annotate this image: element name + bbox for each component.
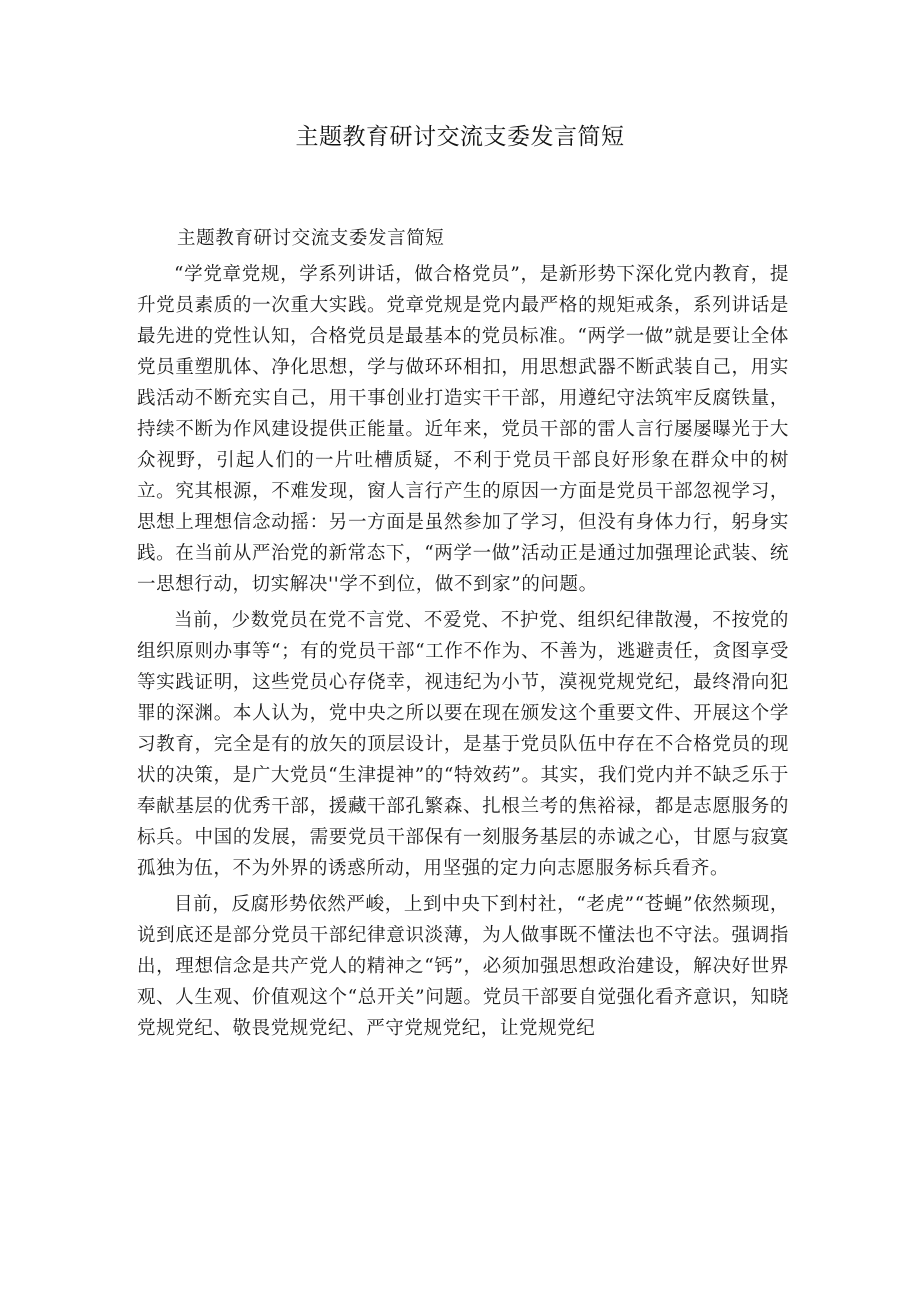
- paragraph: 当前，少数党员在党不言党、不爱党、不护党、组织纪律散漫，不按党的组织原则办事等“；有的党员干部“工作不作为、不善为，逃避责任，贪图享受等实践证明，这些党员心存侥幸，视违纪为小节，漠视党规党纪，最终滑向犯罪的深渊。本人认为，党中央之所以要在现在颁发这个重要文件、开展这个学习教育，完全是有的放矢的顶层设计，是基于党员队伍中存在不合格党员的现状的决策，是广大党员“生津提神”的“特效药”。其实，我们党内并不缺乏乐于奉献基层的优秀干部，援藏干部孔繁森、扎根兰考的焦裕禄，都是志愿服务的标兵。中国的发展，需要党员干部保有一刻服务基层的赤诚之心，甘愿与寂寞孤独为伍，不为外界的诱惑所动，用坚强的定力向志愿服务标兵看齐。: [137, 610, 789, 879]
- document-title: 主题教育研讨交流支委发言简短: [295, 124, 625, 150]
- document-body: [137, 223, 789, 1049]
- document-subtitle: 主题教育研讨交流支委发言简短: [177, 228, 445, 249]
- paragraph: 目前，反腐形势依然严峻，上到中央下到村社，“老虎”“苍蝇”依然频现，说到底还是部分党员干部纪律意识淡薄，为人做事既不懂法也不守法。强调指出，理想信念是共产党人的精神之“钙”，必须加强思想政治建设，解决好世界观、人生观、价值观这个“总开关”问题。党员干部要自觉强化看齐意识，知晓党规党纪、敬畏党规党纪、严守党规党纪，让党规党纪: [137, 894, 789, 1039]
- paragraph: “学党章党规，学系列讲话，做合格党员”，是新形势下深化党内教育，提升党员素质的一次重大实践。党章党规是党内最严格的规矩戒条，系列讲话是最先进的党性认知，合格党员是最基本的党员标准。“两学一做”就是要让全体党员重塑肌体、净化思想，学与做环环相扣，用思想武器不断武装自己，用实践活动不断充实自己，用干事创业打造实干干部，用遵纪守法筑牢反腐铁量，持续不断为作风建设提供正能量。近年来，党员干部的雷人言行屡屡曝光于大众视野，引起人们的一片吐槽质疑，不利于党员干部良好形象在群众中的树立。究其根源，不难发现，窗人言行产生的原因一方面是党员干部忽视学习，思想上理想信念动摇：另一方面是虽然参加了学习，但没有身体力行，躬身实践。在当前从严治党的新常态下，“两学一做”活动正是通过加强理论武装、统一思想行动，切实解决''学不到位，做不到家”的问题。: [137, 264, 789, 595]
